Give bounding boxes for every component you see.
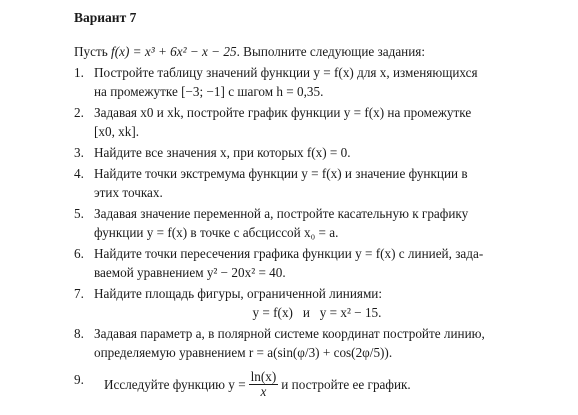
intro-lead: Пусть xyxy=(74,44,108,59)
task-item-3 xyxy=(74,143,540,162)
intro-tail: . Выполните следующие задания: xyxy=(236,44,426,59)
task-item-1 xyxy=(74,63,540,101)
task-number: 8. xyxy=(74,326,84,341)
task-text: функции y = f(x) в точке с абсциссой x₀ = a. xyxy=(94,225,339,240)
task-text: Найдите точки пересечения графика функции y = f(x) с линией, зада- xyxy=(94,246,484,261)
task-number: 5. xyxy=(74,206,84,221)
fraction-numerator: ln(x) xyxy=(250,369,277,384)
fraction-denominator: x xyxy=(260,384,267,399)
task-number: 6. xyxy=(74,246,84,261)
task-item-4 xyxy=(74,164,540,202)
task-item-5 xyxy=(74,204,540,242)
task-text: и постройте ее график. xyxy=(281,377,411,392)
fraction xyxy=(249,370,279,399)
task-text: на промежутке [−3; −1] с шагом h = 0,35. xyxy=(94,84,324,99)
task-item-2 xyxy=(74,103,540,141)
task-item-6 xyxy=(74,244,540,282)
task-item-8 xyxy=(74,324,540,362)
task-text: ваемой уравнением y² − 20x² = 40. xyxy=(94,265,286,280)
task-text: Найдите площадь фигуры, ограниченной линиями: xyxy=(94,286,383,301)
task-number: 3. xyxy=(74,145,84,160)
task-text: Постройте таблицу значений функции y = f(x) для x, изменяющихся xyxy=(94,65,478,80)
task-item-9 xyxy=(74,370,540,399)
task-formula: y = f(x) и y = x² − 15. xyxy=(252,305,382,320)
task-list xyxy=(74,63,540,401)
task-item-7 xyxy=(74,284,540,322)
task-text: [x0, xk]. xyxy=(94,124,140,139)
task-number: 2. xyxy=(74,105,84,120)
page-title: Вариант 7 xyxy=(74,10,137,25)
task-number: 7. xyxy=(74,286,84,301)
task-text: этих точках. xyxy=(94,185,163,200)
task-text: Найдите точки экстремума функции y = f(x) и значение функции в xyxy=(94,166,468,181)
task-text: Найдите все значения x, при которых f(x) = 0. xyxy=(94,145,351,160)
task-number: 9. xyxy=(74,372,84,387)
intro-formula: f(x) = x³ + 6x² − x − 25 xyxy=(111,44,237,59)
task-number: 4. xyxy=(74,166,84,181)
task-text: Задавая параметр a, в полярной системе координат постройте линию, xyxy=(94,326,485,341)
intro-line xyxy=(74,42,544,61)
task-text: Задавая x0 и xk, постройте график функции y = f(x) на промежутке xyxy=(94,105,472,120)
task-text: определяемую уравнением r = a(sin(φ/3) + cos(2φ/5)). xyxy=(94,345,393,360)
task-text: Задавая значение переменной a, постройте касательную к графику xyxy=(94,206,469,221)
task-text: Исследуйте функцию y = xyxy=(104,377,246,392)
task-number: 1. xyxy=(74,65,84,80)
